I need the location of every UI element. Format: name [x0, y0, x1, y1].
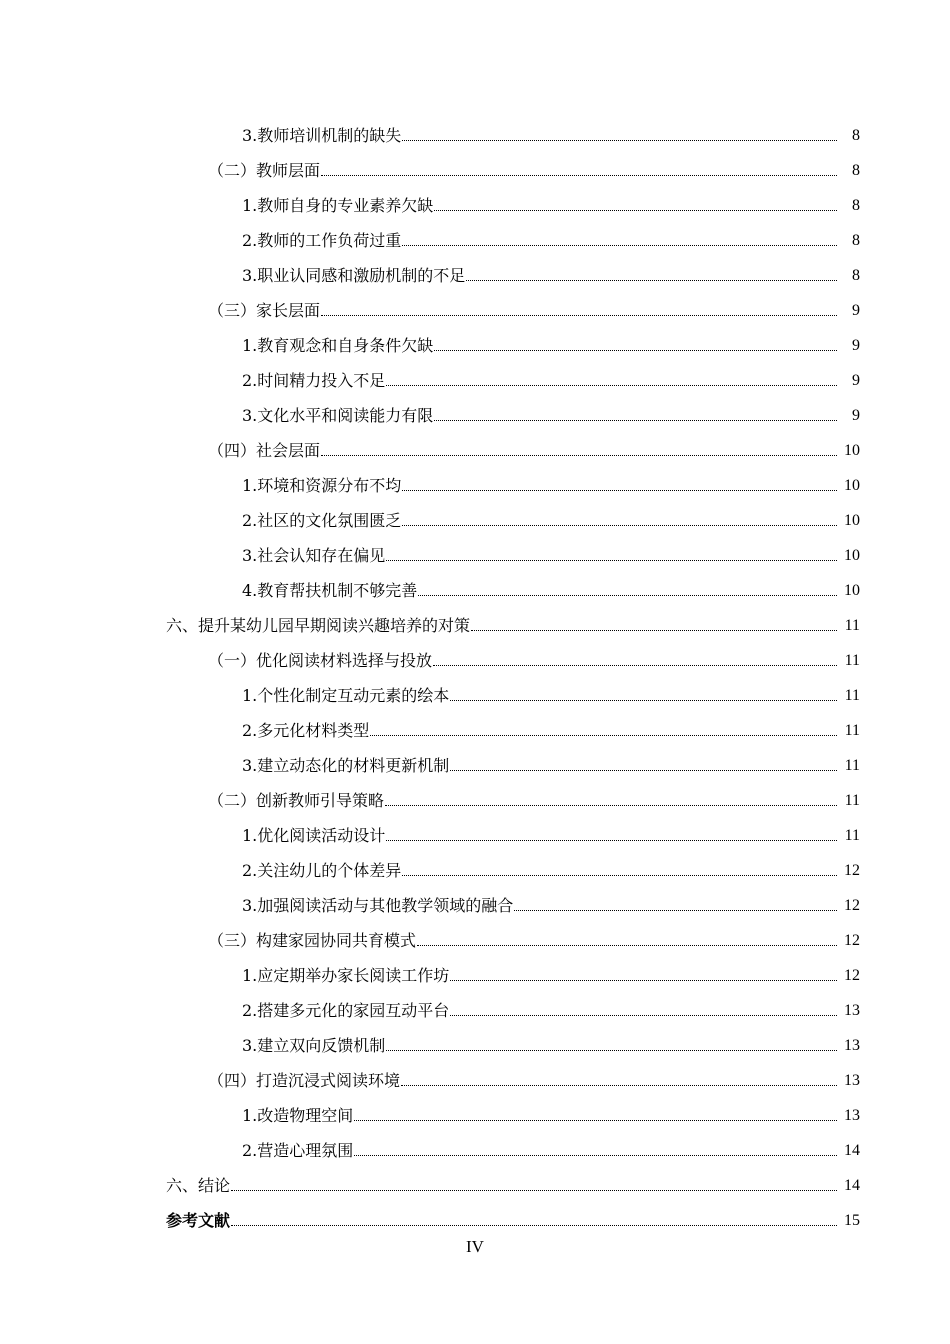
- toc-entry-title: 2.时间精力投入不足: [242, 371, 386, 390]
- toc-dot-leader: [418, 594, 837, 596]
- toc-entry-page: 12: [844, 967, 860, 984]
- toc-entry-page: 9: [852, 337, 860, 354]
- toc-entry-title: 1.优化阅读活动设计: [242, 826, 386, 845]
- toc-entry-title: 4.教育帮扶机制不够完善: [242, 581, 418, 600]
- toc-dot-leader: [386, 1049, 837, 1051]
- toc-entry-page: 11: [844, 617, 860, 634]
- toc-entry-title: 1.教师自身的专业素养欠缺: [242, 196, 434, 215]
- toc-entry[interactable]: [0, 706, 950, 741]
- toc-entry-title: 1.应定期举办家长阅读工作坊: [242, 966, 450, 985]
- toc-entry[interactable]: [0, 111, 950, 146]
- toc-entry[interactable]: [0, 636, 950, 671]
- toc-dot-leader: [401, 1084, 837, 1086]
- toc-entry-page: 8: [852, 127, 860, 144]
- toc-entry[interactable]: [0, 496, 950, 531]
- toc-entry[interactable]: [0, 146, 950, 181]
- toc-entry-title: 2.社区的文化氛围匮乏: [242, 511, 402, 530]
- toc-entry[interactable]: [0, 1021, 950, 1056]
- toc-entry-title: 2.营造心理氛围: [242, 1141, 354, 1160]
- toc-entry[interactable]: [0, 1126, 950, 1161]
- toc-dot-leader: [321, 314, 837, 316]
- toc-entry[interactable]: [0, 216, 950, 251]
- toc-entry-title: 3.文化水平和阅读能力有限: [242, 406, 434, 425]
- toc-dot-leader: [385, 804, 837, 806]
- toc-dot-leader: [321, 454, 837, 456]
- toc-dot-leader: [231, 1224, 837, 1226]
- toc-entry-page: 11: [844, 757, 860, 774]
- toc-entry-page: 9: [852, 302, 860, 319]
- toc-dot-leader: [466, 279, 837, 281]
- toc-dot-leader: [514, 909, 837, 911]
- toc-entry-page: 10: [844, 547, 860, 564]
- toc-dot-leader: [450, 1014, 837, 1016]
- toc-dot-leader: [417, 944, 837, 946]
- toc-entry-page: 15: [844, 1212, 860, 1229]
- toc-entry[interactable]: [0, 286, 950, 321]
- toc-entry-title: （二）教师层面: [208, 161, 321, 180]
- toc-entry[interactable]: [0, 1161, 950, 1196]
- table-of-contents: [0, 111, 950, 1231]
- toc-entry-page: 9: [852, 407, 860, 424]
- toc-entry-title: 参考文献: [166, 1211, 231, 1230]
- toc-entry-page: 8: [852, 197, 860, 214]
- toc-entry-title: （一）优化阅读材料选择与投放: [208, 651, 433, 670]
- toc-dot-leader: [434, 349, 837, 351]
- page-number: IV: [466, 1237, 484, 1256]
- toc-dot-leader: [386, 839, 837, 841]
- toc-dot-leader: [450, 979, 837, 981]
- toc-dot-leader: [450, 769, 837, 771]
- toc-entry-title: 六、提升某幼儿园早期阅读兴趣培养的对策: [166, 616, 471, 635]
- toc-entry[interactable]: [0, 531, 950, 566]
- toc-entry-page: 12: [844, 897, 860, 914]
- toc-entry-page: 11: [844, 652, 860, 669]
- toc-entry-title: 3.社会认知存在偏见: [242, 546, 386, 565]
- toc-entry-title: （四）社会层面: [208, 441, 321, 460]
- toc-entry-page: 8: [852, 267, 860, 284]
- toc-entry-page: 8: [852, 232, 860, 249]
- toc-dot-leader: [434, 209, 837, 211]
- toc-entry-page: 11: [844, 792, 860, 809]
- toc-entry-title: （四）打造沉浸式阅读环境: [208, 1071, 401, 1090]
- toc-entry-title: （三）家长层面: [208, 301, 321, 320]
- toc-dot-leader: [402, 244, 837, 246]
- toc-entry[interactable]: [0, 986, 950, 1021]
- toc-dot-leader: [402, 489, 837, 491]
- toc-entry-page: 11: [844, 687, 860, 704]
- toc-entry-page: 12: [844, 932, 860, 949]
- toc-entry-title: （三）构建家园协同共育模式: [208, 931, 417, 950]
- toc-dot-leader: [471, 629, 837, 631]
- toc-entry-title: 3.建立动态化的材料更新机制: [242, 756, 450, 775]
- toc-entry-title: 3.建立双向反馈机制: [242, 1036, 386, 1055]
- toc-dot-leader: [433, 664, 837, 666]
- toc-dot-leader: [450, 699, 837, 701]
- toc-entry[interactable]: [0, 181, 950, 216]
- toc-dot-leader: [434, 419, 837, 421]
- toc-entry-title: 1.个性化制定互动元素的绘本: [242, 686, 450, 705]
- toc-entry[interactable]: [0, 601, 950, 636]
- toc-dot-leader: [386, 384, 837, 386]
- toc-dot-leader: [402, 139, 837, 141]
- toc-entry-page: 11: [844, 827, 860, 844]
- toc-entry-page: 10: [844, 477, 860, 494]
- toc-entry[interactable]: [0, 846, 950, 881]
- toc-entry-page: 10: [844, 512, 860, 529]
- toc-entry-title: 3.教师培训机制的缺失: [242, 126, 402, 145]
- toc-dot-leader: [402, 874, 837, 876]
- toc-dot-leader: [354, 1154, 837, 1156]
- toc-entry-title: 六、结论: [166, 1176, 231, 1195]
- toc-entry[interactable]: [0, 741, 950, 776]
- toc-entry[interactable]: [0, 356, 950, 391]
- toc-entry-title: 2.教师的工作负荷过重: [242, 231, 402, 250]
- toc-entry-title: 3.职业认同感和激励机制的不足: [242, 266, 466, 285]
- toc-entry-page: 13: [844, 1072, 860, 1089]
- toc-entry-title: 3.加强阅读活动与其他教学领域的融合: [242, 896, 514, 915]
- toc-entry[interactable]: [0, 776, 950, 811]
- toc-entry[interactable]: [0, 1196, 950, 1231]
- toc-entry-page: 14: [844, 1142, 860, 1159]
- toc-dot-leader: [402, 524, 837, 526]
- toc-entry-title: 2.搭建多元化的家园互动平台: [242, 1001, 450, 1020]
- toc-entry-page: 10: [844, 442, 860, 459]
- toc-dot-leader: [321, 174, 837, 176]
- toc-dot-leader: [386, 559, 837, 561]
- toc-entry[interactable]: [0, 881, 950, 916]
- toc-entry-page: 8: [852, 162, 860, 179]
- toc-entry-page: 9: [852, 372, 860, 389]
- toc-entry-page: 10: [844, 582, 860, 599]
- toc-entry[interactable]: [0, 461, 950, 496]
- toc-entry[interactable]: [0, 391, 950, 426]
- toc-entry[interactable]: [0, 251, 950, 286]
- toc-entry-page: 11: [844, 722, 860, 739]
- toc-entry-page: 14: [844, 1177, 860, 1194]
- toc-entry-title: 1.教育观念和自身条件欠缺: [242, 336, 434, 355]
- toc-entry-title: 1.改造物理空间: [242, 1106, 354, 1125]
- toc-entry-page: 13: [844, 1002, 860, 1019]
- toc-dot-leader: [231, 1189, 837, 1191]
- toc-entry[interactable]: [0, 951, 950, 986]
- toc-dot-leader: [370, 734, 837, 736]
- toc-entry[interactable]: [0, 916, 950, 951]
- toc-entry[interactable]: [0, 321, 950, 356]
- toc-entry-title: （二）创新教师引导策略: [208, 791, 385, 810]
- toc-entry-title: 2.关注幼儿的个体差异: [242, 861, 402, 880]
- toc-entry-title: 1.环境和资源分布不均: [242, 476, 402, 495]
- toc-entry-page: 12: [844, 862, 860, 879]
- toc-entry-page: 13: [844, 1107, 860, 1124]
- toc-entry[interactable]: [0, 671, 950, 706]
- toc-entry-page: 13: [844, 1037, 860, 1054]
- toc-entry-title: 2.多元化材料类型: [242, 721, 370, 740]
- toc-entry[interactable]: [0, 811, 950, 846]
- toc-entry[interactable]: [0, 1091, 950, 1126]
- toc-dot-leader: [354, 1119, 837, 1121]
- toc-entry[interactable]: [0, 1056, 950, 1091]
- toc-entry[interactable]: [0, 566, 950, 601]
- toc-entry[interactable]: [0, 426, 950, 461]
